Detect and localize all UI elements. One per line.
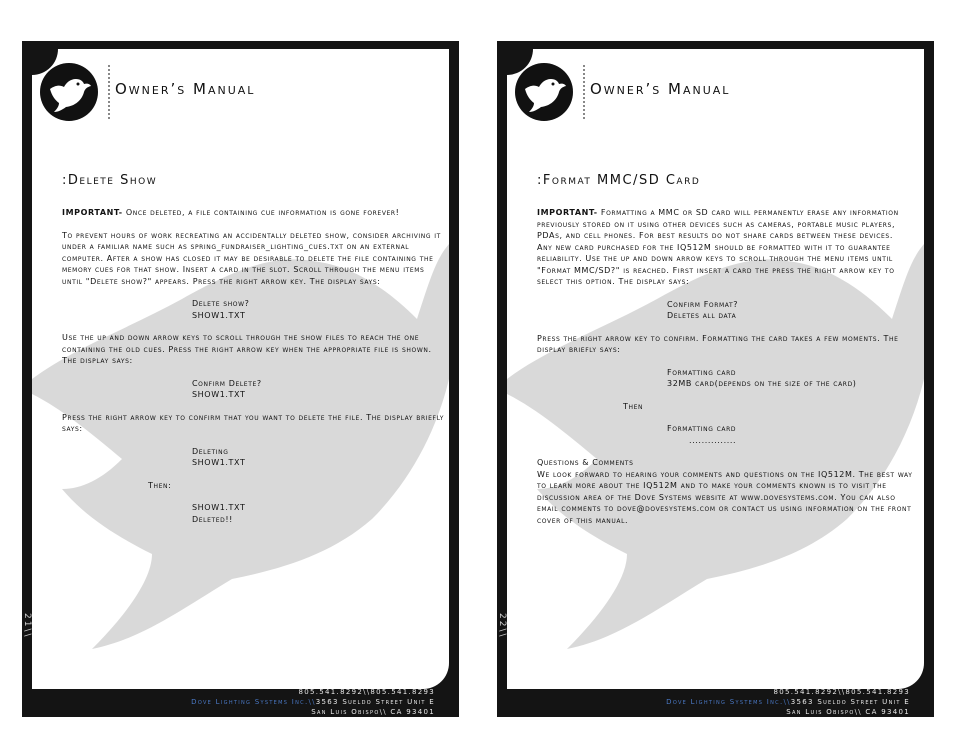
- manual-page-21: [22, 41, 459, 717]
- footer-city: San Luis Obispo\\ CA 93401: [786, 708, 910, 716]
- display-line: Formatting card: [667, 367, 737, 377]
- header-divider: [108, 65, 110, 119]
- display-line: Deleted!!: [192, 514, 233, 524]
- display-line: SHOW1.TXT: [192, 390, 246, 399]
- page-content-area: [32, 49, 449, 689]
- display-readout: [667, 299, 917, 322]
- questions-title: Questions & Comments: [537, 458, 634, 467]
- display-readout: [192, 502, 447, 525]
- footer-street: 3563 Sueldo Street Unit E: [790, 698, 910, 706]
- display-line: Deletes all data: [667, 311, 737, 320]
- page-footer: [191, 687, 435, 717]
- display-readout: [667, 367, 917, 390]
- page-footer: [666, 687, 910, 717]
- display-readout: [667, 423, 917, 446]
- display-readout: [192, 378, 447, 401]
- display-line: Confirm Format?: [667, 299, 739, 309]
- display-line: SHOW1.TXT: [192, 458, 246, 467]
- display-line: ...............: [689, 435, 737, 445]
- footer-phone: 805.541.8292\\805.541.8293: [298, 688, 435, 696]
- then-label: Then: [623, 401, 644, 411]
- then-label: Then:: [148, 480, 172, 490]
- display-line: 32MB card(depends on the size of the card): [667, 379, 857, 388]
- display-line: Confirm Delete?: [192, 378, 262, 388]
- header-divider: [583, 65, 585, 119]
- footer-phone: 805.541.8292\\805.541.8293: [773, 688, 910, 696]
- paragraph: Use the up and down arrow keys to scroll through the show files to reach the one containing the old cues. Press the right arrow key when the appropriate file is shown. The display says:: [62, 333, 432, 365]
- section-title: :Format MMC/SD Card: [537, 173, 701, 188]
- dove-logo: [40, 63, 98, 121]
- manual-page-22: [497, 41, 934, 717]
- footer-street: 3563 Sueldo Street Unit E: [315, 698, 435, 706]
- dove-logo-icon: [40, 63, 98, 121]
- important-note: [537, 207, 917, 242]
- important-label: IMPORTANT-: [537, 208, 598, 217]
- page-number: 22\\: [497, 613, 507, 639]
- display-readout: [192, 298, 447, 321]
- footer-company: Dove Lighting Systems Inc.\\: [666, 698, 791, 706]
- important-note: [62, 207, 447, 219]
- paragraph: To prevent hours of work recreating an accidentally deleted show, consider archiving it under a familiar name such as spring_fundraiser_lighting_cues.txt on an external computer. After a show has closed it may be desirable to delete the file containing the memory cues for that show. Insert a card in the slot. Scroll through the menu items until "Delete show?" appears. Press the right arrow key. The display says:: [62, 230, 441, 286]
- display-line: SHOW1.TXT: [192, 503, 246, 512]
- page-body: [537, 207, 917, 537]
- dove-logo: [515, 63, 573, 121]
- page-body: [62, 207, 447, 536]
- important-text: Formatting a MMC or SD card will permanently erase any information previously stored on it using other devices such as cameras, portable music players, PDAs, and cell phones. For best results do not share cards between these devices.: [537, 208, 899, 240]
- paragraph: Any new card purchased for the IQ512M should be formatted with it to guarantee reliability. Use the up and down arrow keys to scroll through the menu items until "Format MMC/SD?" is reached. First insert a card the press the right arrow key to select this option. The display says:: [537, 242, 895, 286]
- display-line: Formatting card: [667, 424, 737, 433]
- display-readout: [192, 446, 447, 469]
- footer-city: San Luis Obispo\\ CA 93401: [311, 708, 435, 716]
- display-line: SHOW1.TXT: [192, 310, 246, 320]
- manual-title: Owner’s Manual: [115, 80, 256, 98]
- paragraph: Press the right arrow key to confirm that you want to delete the file. The display briefly says:: [62, 412, 445, 433]
- manual-title: Owner’s Manual: [590, 80, 731, 98]
- section-title: :Delete Show: [62, 173, 158, 188]
- paragraph: Press the right arrow key to confirm. Formatting the card takes a few moments. The display briefly says:: [537, 333, 899, 354]
- important-label: IMPORTANT-: [62, 208, 123, 217]
- display-line: Delete show?: [192, 299, 250, 308]
- questions-text: We look forward to hearing your comments and questions on the IQ512M. The best way to learn more about the IQ512M and to make your comments known is to visit the discussion area of the Dove Systems website at www.dovesystems.com. You can also email comments to dove@dovesystems.com or contact us using information on the front cover of this manual.: [537, 469, 913, 525]
- page-number: 21\\: [22, 613, 32, 639]
- dove-logo-icon: [515, 63, 573, 121]
- important-text: Once deleted, a file containing cue information is gone forever!: [122, 208, 400, 217]
- page-content-area: [507, 49, 924, 689]
- footer-company: Dove Lighting Systems Inc.\\: [191, 698, 316, 706]
- display-line: Deleting: [192, 446, 229, 456]
